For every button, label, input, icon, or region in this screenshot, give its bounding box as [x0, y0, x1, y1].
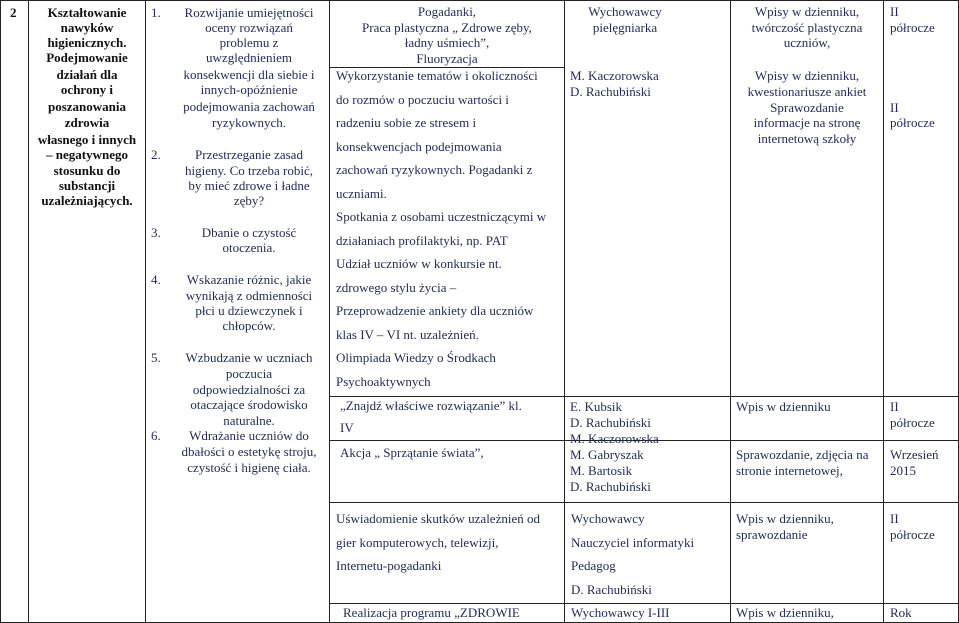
task-number: 1. — [151, 5, 161, 20]
task-line: Wskazanie różnic, jakie — [186, 272, 312, 287]
task-line: uwzględnieniem — [206, 50, 292, 65]
task-line: odpowiedzialności za — [192, 382, 306, 397]
term-line: 2015 — [890, 463, 916, 478]
term-line: półrocze — [890, 415, 935, 430]
forms-line: Realizacja programu „ZDROWIE — [343, 605, 520, 620]
evaluation-line: twórczość plastyczna — [751, 20, 863, 35]
forms-header-line: Praca plastyczna „ Zdrowe zęby, — [362, 20, 532, 35]
forms-header-line: ładny uśmiech”, — [404, 35, 490, 50]
evaluation-line: Wpis w dzienniku, — [736, 605, 834, 620]
forms-line: Udział uczniów w konkursie nt. — [336, 256, 502, 271]
responsible-line: M. Kaczorowska — [570, 431, 659, 446]
term-line: II — [890, 511, 899, 526]
row-number: 2 — [10, 5, 17, 20]
task-line: płci u dziewczynek i — [195, 303, 303, 318]
responsible-line: pielęgniarka — [592, 20, 658, 35]
task-line: by mieć zdrowe i ładne — [188, 178, 310, 193]
forms-line: Akcja „ Sprzątanie świata”, — [340, 445, 484, 460]
goal-line: higienicznych. — [47, 35, 127, 50]
forms-line: Internetu-pogadanki — [336, 558, 442, 573]
responsible-line: Pedagog — [571, 558, 616, 573]
forms-line: Wykorzystanie tematów i okoliczności — [336, 68, 538, 83]
goal-line: działań dla — [56, 67, 118, 82]
grid-line — [329, 603, 958, 604]
task-line: dbałości o estetykę stroju, — [181, 444, 317, 459]
task-line: podejmowania zachowań — [183, 99, 315, 114]
goal-line: ochrony i — [60, 82, 114, 97]
term-line: Rok — [890, 605, 912, 620]
task-line: oceny rozwiązań — [205, 20, 293, 35]
term-line: II — [890, 4, 899, 19]
task-line: zęby? — [233, 193, 265, 208]
goal-line: stosunku do — [53, 163, 121, 178]
task-number: 3. — [151, 225, 161, 240]
goal-line: zdrowia — [64, 115, 110, 130]
forms-line: gier komputerowych, telewizji, — [336, 535, 499, 550]
term-line: półrocze — [890, 527, 935, 542]
forms-header-line: Pogadanki, — [417, 4, 477, 19]
goal-line: nawyków — [60, 20, 114, 35]
grid-line — [883, 0, 884, 622]
evaluation-line: internetową szkoły — [757, 131, 857, 146]
task-line: Wzbudzanie w uczniach — [185, 350, 313, 365]
forms-line: uczniami. — [336, 186, 387, 201]
task-line: Przestrzeganie zasad — [195, 147, 303, 162]
responsible-line: Wychowawcy — [588, 4, 662, 19]
grid-line — [0, 0, 1, 622]
forms-line: IV — [340, 420, 354, 435]
evaluation-line: Wpis w dzienniku — [736, 399, 831, 414]
task-line: problemu z — [219, 35, 279, 50]
task-line: chłopców. — [222, 318, 276, 333]
goal-line: uzależniających. — [41, 193, 133, 208]
task-line: naturalne. — [223, 413, 275, 428]
forms-line: „Znajdź właściwe rozwiązanie” kl. — [340, 398, 522, 413]
evaluation-line: kwestionariusze ankiet — [747, 84, 867, 99]
grid-line — [564, 0, 565, 622]
task-line: konsekwencji dla siebie i — [183, 67, 315, 82]
forms-line: do rozmów o poczuciu wartości i — [336, 92, 509, 107]
responsible-line: Wychowawcy I-III — [571, 605, 670, 620]
responsible-line: M. Gabryszak — [570, 447, 644, 462]
forms-line: klas IV – VI nt. uzależnień. — [336, 327, 479, 342]
task-number: 2. — [151, 147, 161, 162]
task-line: otoczenia. — [222, 240, 276, 255]
forms-line: Spotkania z osobami uczestniczącymi w — [336, 209, 547, 224]
goal-line: poszanowania — [47, 99, 127, 114]
responsible-line: M. Kaczorowska — [570, 68, 659, 83]
task-line: poczucia — [225, 366, 273, 381]
evaluation-line: informacje na stronę — [753, 115, 861, 130]
grid-line — [329, 396, 958, 397]
forms-header-line: Fluoryzacja — [416, 51, 478, 66]
responsible-line: D. Rachubiński — [570, 479, 651, 494]
forms-line: konsekwencjach podejmowania — [336, 139, 502, 154]
grid-line — [329, 502, 958, 503]
goal-line: własnego i innych — [37, 132, 137, 147]
responsible-line: D. Rachubiński — [570, 415, 651, 430]
term-line: Wrzesień — [890, 447, 939, 462]
forms-line: Psychoaktywnych — [336, 374, 431, 389]
goal-line: Podejmowanie — [46, 50, 128, 65]
forms-line: zdrowego stylu życia – — [336, 280, 457, 295]
term-line: II — [890, 100, 899, 115]
task-number: 5. — [151, 350, 161, 365]
task-line: innych-opóźnienie — [200, 82, 298, 97]
responsible-line: Nauczyciel informatyki — [571, 535, 695, 550]
task-line: higieny. Co trzeba robić, — [184, 163, 314, 178]
grid-line — [329, 0, 330, 622]
goal-line: substancji — [58, 178, 116, 193]
forms-line: Uświadomienie skutków uzależnień od — [336, 511, 540, 526]
responsible-line: M. Bartosik — [570, 463, 633, 478]
forms-line: Olimpiada Wiedzy o Środkach — [336, 350, 496, 365]
goal-line: Kształtowanie — [47, 5, 127, 20]
task-number: 6. — [151, 428, 161, 443]
evaluation-line: Sprawozdanie — [770, 100, 844, 115]
evaluation-line: sprawozdanie — [736, 527, 808, 542]
responsible-line: D. Rachubiński — [570, 84, 651, 99]
term-line: półrocze — [890, 20, 935, 35]
task-line: wynikają z odmienności — [185, 288, 313, 303]
evaluation-line: stronie internetowej, — [736, 463, 843, 478]
term-line: II — [890, 399, 899, 414]
responsible-line: E. Kubsik — [570, 399, 622, 414]
evaluation-line: Wpisy w dzienniku, — [754, 4, 860, 19]
responsible-line: Wychowawcy — [571, 511, 645, 526]
task-line: otaczające środowisko — [190, 397, 308, 412]
grid-line — [0, 0, 959, 1]
evaluation-line: Sprawozdanie, zdjęcia na — [736, 447, 869, 462]
term-line: półrocze — [890, 115, 935, 130]
responsible-line: D. Rachubiński — [571, 582, 652, 597]
task-line: Dbanie o czystość — [201, 225, 297, 240]
task-line: Wdrażanie uczniów do — [189, 428, 309, 443]
forms-line: Przeprowadzenie ankiety dla uczniów — [336, 303, 534, 318]
task-number: 4. — [151, 272, 161, 287]
evaluation-line: Wpis w dzienniku, — [736, 511, 834, 526]
evaluation-line: Wpisy w dzienniku, — [754, 68, 860, 83]
task-line: czystość i higienę ciała. — [187, 460, 311, 475]
forms-line: radzeniu sobie ze stresem i — [336, 115, 477, 130]
forms-line: zachowań ryzykownych. Pogadanki z — [336, 162, 533, 177]
forms-line: działaniach profilaktyki, np. PAT — [336, 233, 508, 248]
goal-line: – negatywnego — [46, 147, 128, 162]
task-line: Rozwijanie umiejętności — [184, 5, 314, 20]
task-line: ryzykownych. — [211, 115, 286, 130]
grid-line — [145, 0, 146, 622]
evaluation-line: uczniów, — [783, 35, 831, 50]
